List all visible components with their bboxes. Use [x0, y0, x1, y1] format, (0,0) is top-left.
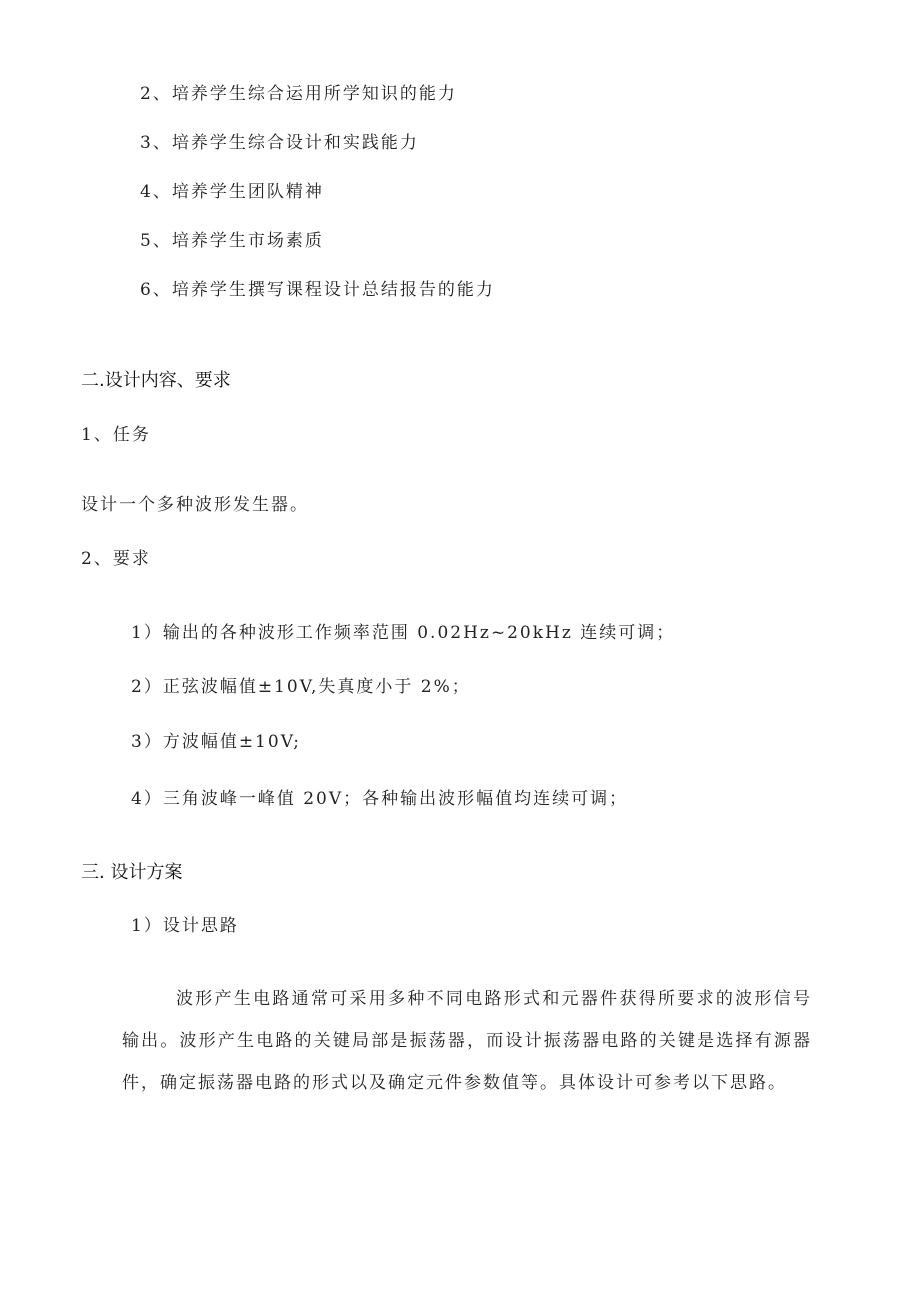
design-approach-paragraph: 波形产生电路通常可采用多种不同电路形式和元器件获得所要求的波形信号输出。波形产生电路的关键局部是振荡器，而设计振荡器电路的关键是选择有源器件，确定振荡器电路的形式以及确定元件参数值等。具体设计可参考以下思路。 — [122, 989, 812, 1093]
task-label: 1、任务 — [81, 425, 151, 445]
task-text: 设计一个多种波形发生器。 — [81, 495, 309, 515]
requirement-item-3: 3）方波幅值±10V; — [131, 732, 301, 752]
objective-item-3: 3、培养学生综合设计和实践能力 — [140, 133, 419, 153]
requirements-label: 2、要求 — [81, 549, 151, 569]
requirement-item-4: 4）三角波峰一峰值 20V；各种输出波形幅值均连续可调； — [131, 789, 629, 809]
requirement-item-1: 1）输出的各种波形工作频率范围 0.02Hz~20kHz 连续可调； — [131, 623, 676, 643]
objective-item-5: 5、培养学生市场素质 — [140, 231, 324, 251]
section-2-heading: 二.设计内容、要求 — [81, 370, 231, 391]
objective-item-4: 4、培养学生团队精神 — [140, 182, 324, 202]
requirement-item-2: 2）正弦波幅值±10V,失真度小于 2%； — [131, 677, 471, 697]
objective-item-6: 6、培养学生撰写课程设计总结报告的能力 — [140, 280, 495, 300]
design-approach-label: 1）设计思路 — [131, 916, 239, 936]
objective-item-2: 2、培养学生综合运用所学知识的能力 — [140, 84, 457, 104]
section-3-heading: 三. 设计方案 — [81, 862, 183, 883]
